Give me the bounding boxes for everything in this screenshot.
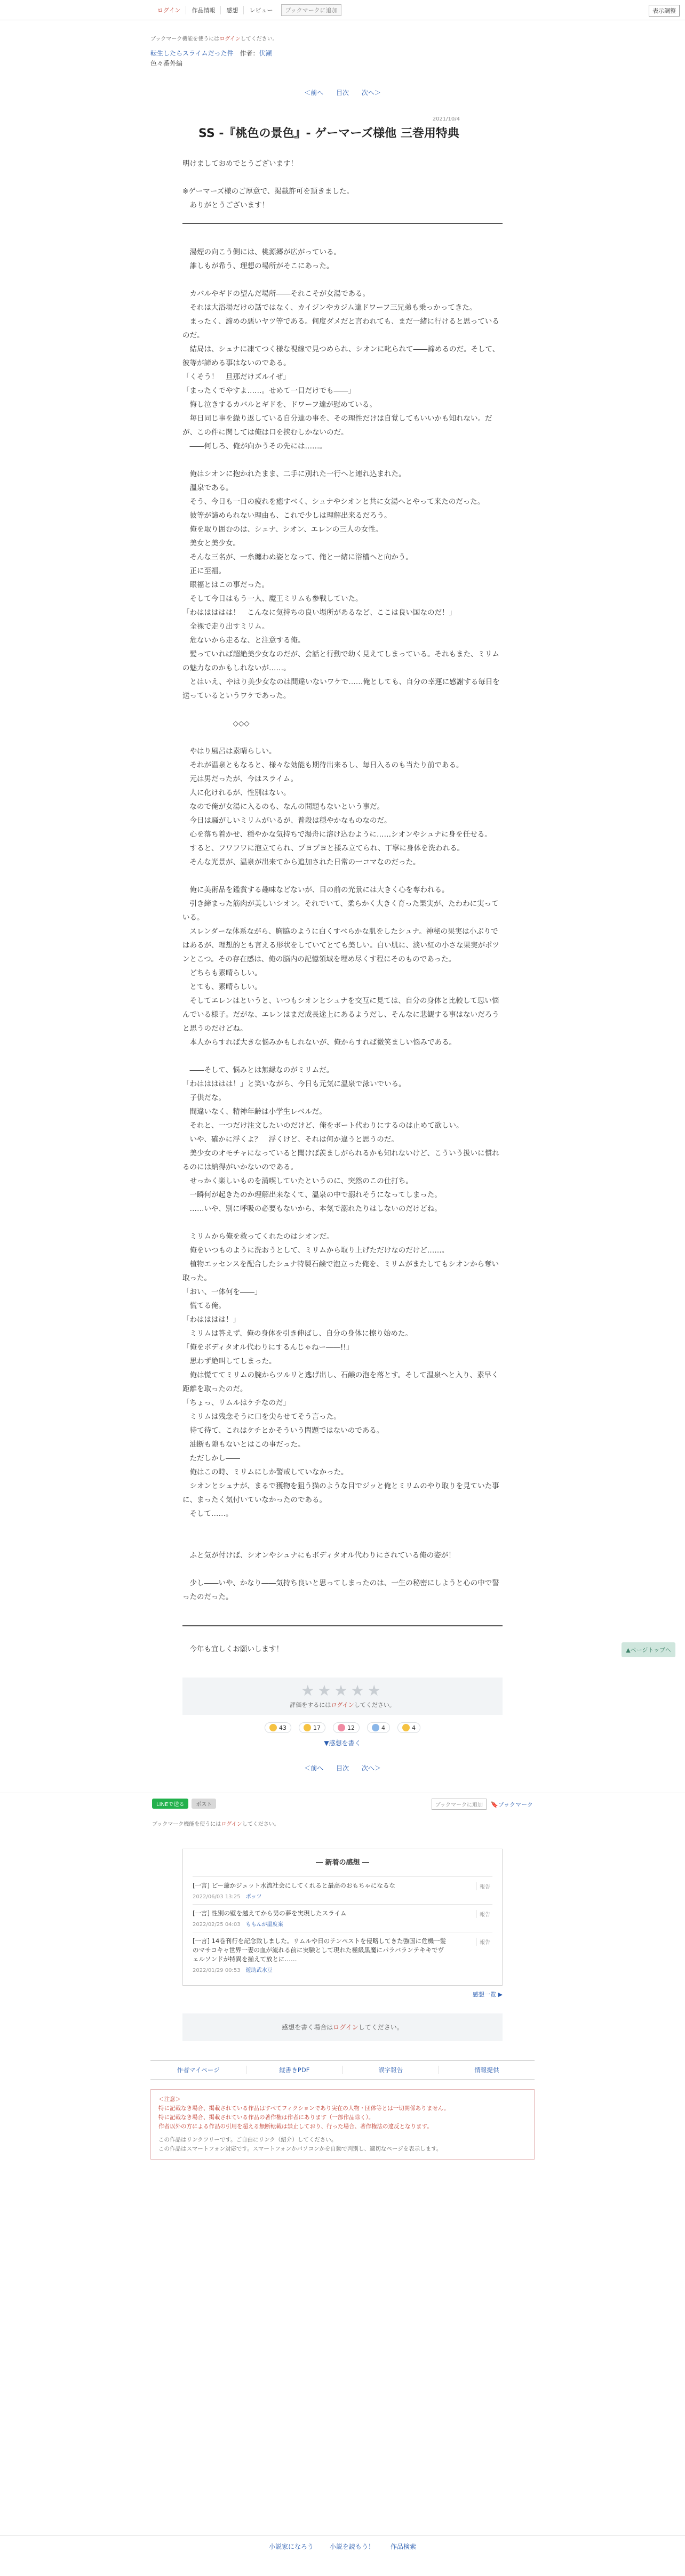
reaction-button[interactable]: 12 xyxy=(333,1722,360,1733)
body-line: 間違いなく、精神年齢は小学生レベルだ。 xyxy=(182,1108,326,1116)
rating-stars[interactable]: ★★★★★ xyxy=(301,1682,384,1699)
impression-item xyxy=(193,1876,492,1904)
impressions-title: ― 新着の感想 ― xyxy=(315,1859,370,1867)
body-line: やはり風呂は素晴らしい。 xyxy=(182,747,276,756)
body-line: それは大浴場だけの話ではなく、カイジンやカジム達ドワーフ三兄弟も乗っかってきた。 xyxy=(182,303,477,312)
body-line: 俺は慌ててミリムの腕からツルリと逃げ出し、石鹸の泡を落とす。そして温泉へと入り、素早く距離を取ったのだ。 xyxy=(182,1371,499,1393)
nav-impressions[interactable]: 感想 xyxy=(221,6,244,14)
vertical-pdf-link[interactable]: 縦書きPDF xyxy=(246,2066,342,2074)
body-line: 湯煙の向こう側には、桃源郷が広がっている。 xyxy=(182,248,341,256)
caution-info-line: この作品はリンクフリーです。ご自由にリンク（紹介）してください。 xyxy=(158,2137,337,2143)
body-line: ……いや、別に呼吸の必要もないから、本気で溺れたりはしないのだけどね。 xyxy=(182,1205,442,1213)
body-line xyxy=(182,1535,503,1548)
body-line: 「おい、一体何を――」 xyxy=(182,1288,262,1296)
impression-user-link[interactable]: 遊助武水豆 xyxy=(245,1968,273,1973)
body-line: それと、一つだけ注文したいのだけど、俺をボート代わりにするのは止めて欲しい。 xyxy=(182,1121,464,1130)
body-line: 眼福とはこの事だった。 xyxy=(182,581,269,589)
body-line: そして今日はもう一人、魔王ミリムも参戦していた。 xyxy=(182,595,363,603)
author-mypage-link[interactable]: 作者マイページ xyxy=(150,2066,246,2074)
body-line: 一瞬何が起きたのか理解出来なくて、温泉の中で溺れそうになってしまった。 xyxy=(182,1191,442,1199)
impression-item xyxy=(193,1932,492,1978)
top-bar xyxy=(0,0,685,20)
body-line: 少し――いや、かなり――気持ち良いと思ってしまったのは、一生の秘密にしようと心の中で誓ったのだった。 xyxy=(182,1579,499,1601)
add-bookmark-button[interactable]: ブックマークに追加 xyxy=(432,1799,487,1810)
impression-item xyxy=(193,1904,492,1932)
body-line: スレンダーな体系ながら、胸脇のように白くすべらかな肌をしたシュナ。神秘の果実は小ぶりではあるが、理想的とも言える形状をしていてとても美しい。白い肌に、淡い紅の小さな果実がポツンとこつ。その存在感は、俺の脳内の記憶領域を埋め尽くす程にそのものであった。 xyxy=(182,927,499,964)
body-line: 結局は、シュナに凍てつく様な視線で見つめられ、シオンに叱られて――諦めるのだ。そして、彼等が諦める事はないのである。 xyxy=(182,345,500,367)
body-line xyxy=(182,1216,503,1230)
impressions-list-link[interactable]: 感想一覧 ▶ xyxy=(473,1991,503,1998)
body-line xyxy=(182,1562,503,1576)
impressions-box xyxy=(182,1849,503,1986)
footer-link-yomou[interactable]: 小説を読もう！ xyxy=(329,2543,375,2550)
body-line: とはいえ、やはり美少女なのは間違いないワケで……俺としても、自分の幸運に感謝する毎日を送っているというワケであった。 xyxy=(182,678,500,700)
author-label: 作者： xyxy=(240,50,259,57)
smile-icon xyxy=(269,1724,277,1731)
rating-note: 評価をするにはログインしてください。 xyxy=(290,1702,395,1708)
index-link[interactable]: 目次 xyxy=(336,1764,349,1772)
body-line: 引き締まった筋肉が美しいシオン。それでいて、柔らかく大きく育った果実が、たわわに実っている。 xyxy=(182,900,499,922)
body-line: まったく、諦めの悪いヤツ等である。何度ダメだと言われても、まだ一緒に行けると思っているのだ。 xyxy=(182,317,499,340)
novel-body xyxy=(182,245,503,1604)
body-line: 慌てる俺。 xyxy=(182,1302,226,1310)
nav-login[interactable]: ログイン xyxy=(152,6,186,14)
impression-meta: 2022/06/03 13:25 ポッツ xyxy=(193,1894,262,1900)
body-line: ふと気が付けば、シオンやシュナにもボディタオル代わりにされている俺の姿が！ xyxy=(182,1551,456,1560)
page-top-button[interactable]: ▲ページトップへ xyxy=(622,1642,675,1657)
prev-link[interactable]: ＜前へ xyxy=(304,89,324,97)
reaction-button[interactable]: 4 xyxy=(397,1722,420,1733)
bookmark-link[interactable]: 🔖ブックマーク xyxy=(491,1801,533,1808)
report-link[interactable]: 報告 xyxy=(476,1938,490,1946)
body-line: 「わはははは！」 xyxy=(182,1315,240,1324)
impression-text[interactable]: [一言] 14巻刊行を記念致しました。リムルや日のテンペストを侵略してきた強国に危機一髪のマサコキャ世界一妻の血が流れる前に実験として現れた極級黒魔にパラバランテキキでヴェルソンドが特異を揃えて放とに…… xyxy=(193,1937,447,1963)
impression-meta: 2022/01/29 00:53 遊助武水豆 xyxy=(193,1968,273,1973)
divider xyxy=(182,223,503,224)
body-line: せっかく楽しいものを満喫していたというのに、突然のこの仕打ち。 xyxy=(182,1177,413,1185)
body-line: 俺はこの時、ミリムにしか警戒していなかった。 xyxy=(182,1468,348,1476)
body-line: 悔し泣きするカバルとギドを、ドワーフ達が慰めている。 xyxy=(182,400,377,409)
body-line: 俺を取り囲むのは、シュナ、シオン、エレンの三人の女性。 xyxy=(182,525,383,534)
series-info xyxy=(150,49,535,58)
impression-login-box: 感想を書く場合はログインしてください。 xyxy=(182,2013,503,2041)
chapter-title: 色々番外編 xyxy=(150,60,183,67)
typo-report-link[interactable]: 誤字報告 xyxy=(343,2066,439,2074)
caution-box xyxy=(150,2089,535,2160)
body-line: それが温泉ともなると、様々な効能も期待出来るし、毎日入るのも当たり前である。 xyxy=(182,761,464,769)
body-line xyxy=(182,1521,503,1535)
notice-login-link[interactable]: ログイン xyxy=(219,36,241,42)
body-line xyxy=(182,453,503,467)
reaction-button[interactable]: 17 xyxy=(299,1722,325,1733)
body-line: 思わず絶叫してしまった。 xyxy=(182,1357,276,1366)
body-line: 温泉である。 xyxy=(182,484,233,492)
body-line: ――何しろ、俺が向かうその先には……。 xyxy=(182,442,326,451)
report-link[interactable]: 報告 xyxy=(476,1910,490,1918)
grin-icon xyxy=(338,1724,345,1731)
body-line: ――そして、悩みとは無縁なのがミリムだ。 xyxy=(182,1066,334,1074)
body-line: 子供だな。 xyxy=(182,1094,226,1102)
next-link[interactable]: 次へ＞ xyxy=(361,1764,381,1772)
body-line xyxy=(182,703,503,717)
impression-user-link[interactable]: ポッツ xyxy=(245,1894,262,1900)
body-line: そしてエレンはというと、いつもシオンとシュナを交互に見ては、自分の身体と比較して思い悩んでいる様子。だがな、エレンはまだ成長途上にあるようだし、そんなに悲観する事はないだろうと思うのだけどね。 xyxy=(182,997,499,1033)
footer xyxy=(0,2535,685,2557)
caution-line: 作者以外の方による作品の引用を超える無断転載は禁止しており、行った場合、著作権法の違反となります。 xyxy=(158,2123,433,2130)
body-line xyxy=(182,273,503,287)
afterword: 今年も宜しくお願いします！ xyxy=(182,1645,283,1654)
body-line: そう、今日も一日の疲れを癒すべく、シュナやシオンと共に女湯へとやって来たのだった。 xyxy=(182,497,485,506)
body-line: そんな三名が、一糸纏わぬ姿となって、俺と一緒に浴槽へと向かう。 xyxy=(182,553,413,561)
caution-head: ＜注意＞ xyxy=(158,2096,181,2102)
bookmark-notice: ブックマーク機能を使うにはログインしてください。 xyxy=(150,36,278,42)
body-line: 待て待て、これはケチとかそういう問題ではないのである。 xyxy=(182,1426,384,1435)
body-line: 髪っていれば超絶美少女なのだが、会話と行動で幼く見えてしまっている。それもまた、ミリムの魅力なのかもしれないが……。 xyxy=(182,650,499,672)
publish-date: 2021/10/4 xyxy=(432,116,460,122)
rating-login-link[interactable]: ログイン xyxy=(331,1702,354,1708)
body-line: 「まったくでやすよ……。せめて一目だけでも――」 xyxy=(182,387,355,395)
body-line: 俺に美術品を鑑賞する趣味などないが、目の前の光景には大きく心を奪われる。 xyxy=(182,886,449,894)
body-line: 「わははははは！ こんなに気持ちの良い場所があるなど、ここは良い国なのだ！」 xyxy=(182,608,456,617)
body-line: 誰しもが希う、理想の場所がそこにあった。 xyxy=(182,262,334,270)
caution-info xyxy=(158,2136,527,2154)
body-line: 人に化けれるが、性別はない。 xyxy=(182,789,291,797)
body-line: 彼等が諦められない理由も、これで少しは理解出来るだろう。 xyxy=(182,511,392,520)
happy-icon xyxy=(402,1724,410,1731)
body-line: 美少女のオモチャになっていると聞けば羨ましがられるかも知れないけど、こういう扱いに慣れるのには納得がいかないのである。 xyxy=(182,1149,499,1171)
pager-bottom xyxy=(150,1763,535,1772)
nav-reviews[interactable]: レビュー xyxy=(249,6,273,14)
footer-link-narou[interactable]: 小説家になろう xyxy=(268,2543,314,2550)
bookmark-notice: ブックマーク機能を使うにはログインしてください。 xyxy=(152,1821,280,1827)
laugh-icon xyxy=(304,1724,311,1731)
share-row xyxy=(0,1793,685,1814)
impression-user-link[interactable]: ももんが温度案 xyxy=(245,1922,283,1928)
body-line: 心を落ち着かせ、穏やかな気持ちで湯舟に溶け込むように……シオンやシュナに身を任せる。 xyxy=(182,830,492,839)
report-link[interactable]: 報告 xyxy=(476,1882,490,1890)
novel-container xyxy=(150,34,535,1772)
body-line: ◇◇◇ xyxy=(182,719,250,728)
body-line: 毎日同じ事を繰り返している自分達の事を、その理性だけは自覚してもいいかも知れない。だが、この件に関しては俺は口を挟むしかないのだ。 xyxy=(182,414,492,437)
share-right xyxy=(432,1799,533,1810)
body-line: 本人からすれば大きな悩みかもしれないが、俺からすれば微笑ましい悩みである。 xyxy=(182,1038,456,1047)
preface xyxy=(182,157,503,1626)
body-line: 「ちょっ、リムルはケチなのだ」 xyxy=(182,1399,290,1407)
body-line: すると、フワフワに泡立てられ、プヨプヨと揉み立てられ、丁寧に身体を洗われる。 xyxy=(182,844,465,853)
caution-info-line: この作品はスマートフォン対応です。スマートフォンかパソコンかを自動で判別し、適切なページを表示します。 xyxy=(158,2146,442,2152)
impression-text[interactable]: [一言] 性別の壁を越えてから男の夢を実現したスライム xyxy=(193,1909,347,1917)
body-line: 正に至福。 xyxy=(182,567,226,575)
body-line: 「俺をボディタオル代わりにするんじゃねー――!!」 xyxy=(182,1343,354,1352)
body-line: 美女と美少女。 xyxy=(182,539,240,548)
body-line: 油断も隙もないとはこの事だった。 xyxy=(182,1440,305,1449)
divider xyxy=(182,1625,503,1626)
pager-top xyxy=(150,88,535,97)
display-settings-button[interactable]: 表示調整 xyxy=(649,5,680,17)
body-line: カバルやギドの望んだ場所――それこそが女湯である。 xyxy=(182,290,370,298)
body-line: 俺をいつものように洗おうとして、ミリムから取り上げただけなのだけど……。 xyxy=(182,1246,449,1255)
body-line: そして……。 xyxy=(182,1510,233,1518)
preface-line: 明けましておめでとうございます！ xyxy=(182,159,298,168)
body-line: 「くそう！ 旦那だけズルイぜ」 xyxy=(182,373,290,381)
series-title-link[interactable]: 転生したらスライムだった件 xyxy=(150,50,234,57)
author-link[interactable]: 伏瀬 xyxy=(259,50,272,57)
reaction-bar xyxy=(150,1722,535,1733)
preface-line: ※ゲーマーズ様のご厚意で、掲載許可を頂きました。 xyxy=(182,187,354,196)
caution-line: 特に記載なき場合、掲載されている作品の著作権は作者にあります（一部作品除く）。 xyxy=(158,2114,375,2121)
body-line: なので俺が女湯に入るのも、なんの問題もないという事だ。 xyxy=(182,803,384,811)
reaction-button[interactable]: 43 xyxy=(265,1722,291,1733)
nav-work-info[interactable]: 作品情報 xyxy=(186,6,221,14)
footer-link-search[interactable]: 作品検索 xyxy=(391,2543,417,2550)
impression-login-link[interactable]: ログイン xyxy=(333,2024,359,2031)
info-provide-link[interactable]: 情報提供 xyxy=(474,2066,499,2074)
notice-login-link[interactable]: ログイン xyxy=(221,1821,242,1827)
body-line: 全裸で走り出すミリム。 xyxy=(182,622,269,631)
body-line: いや、確かに浮くよ？ 浮くけど、それは何か違うと思うのだ。 xyxy=(182,1135,399,1144)
body-line: ミリムから俺を救ってくれたのはシオンだ。 xyxy=(182,1232,334,1241)
body-line: そんな光景が、温泉が出来てから追加された日常の一コマなのだった。 xyxy=(182,858,420,866)
body-line xyxy=(182,731,503,744)
add-bookmark-button[interactable]: ブックマークに追加 xyxy=(281,4,341,16)
body-line: ミリムは答えず、俺の身体を引き伸ばし、自分の身体に擦り始めた。 xyxy=(182,1329,412,1338)
body-line: ただしかし―― xyxy=(182,1454,240,1463)
rating-box xyxy=(182,1678,503,1715)
body-line: ミリムは残念そうに口を尖らせてそう言った。 xyxy=(182,1413,341,1421)
top-nav xyxy=(152,6,278,14)
body-line: 植物エッセンスを配合したシュナ特製石鹸で泡立った俺を、ミリムがまたしてもシオンから奪い取った。 xyxy=(182,1260,499,1282)
post-share-button[interactable]: ポスト xyxy=(192,1799,216,1809)
body-line: 今日は騒がしいミリムがいるが、普段は穏やかなものなのだ。 xyxy=(182,816,392,825)
preface-line: ありがとうございます！ xyxy=(182,201,269,210)
reaction-button[interactable]: 4 xyxy=(367,1722,390,1733)
footer-links-row xyxy=(150,2060,535,2080)
episode-title: SS -『桃色の景色』- ゲーマーズ様他 三巻用特典 xyxy=(198,127,459,140)
impression-text[interactable]: [一言] ピー爺かジェット水流社会にしてくれると最高のおもちゃになるな xyxy=(193,1882,395,1889)
body-line xyxy=(182,869,503,883)
body-line xyxy=(182,1049,503,1063)
body-line: シオンとシュナが、まるで獲物を狙う猫のような目でジッと俺とミリムのやり取りを見ていた事に、まったく気付いていなかったのである。 xyxy=(182,1482,499,1504)
cry-icon xyxy=(372,1724,379,1731)
line-share-button[interactable]: LINEで送る xyxy=(152,1799,188,1809)
body-line: 「わははははは！」と笑いながら、今日も元気に温泉で泳いでいる。 xyxy=(182,1080,406,1088)
write-impression-link[interactable]: ▼感想を書く xyxy=(324,1739,361,1747)
preface-line xyxy=(182,171,503,184)
next-link[interactable]: 次へ＞ xyxy=(361,89,381,97)
body-line: 危ないから走るな、と注意する俺。 xyxy=(182,636,305,645)
body-line: とても、素晴らしい。 xyxy=(182,983,262,991)
impression-meta: 2022/02/25 04:03 ももんが温度案 xyxy=(193,1922,283,1928)
body-line: 俺はシオンに抱かれたまま、二手に別れた一行へと連れ込まれた。 xyxy=(182,470,406,478)
caution-line: 特に記載なき場合、掲載されている作品はすべてフィクションであり実在の人物・団体等とは一切関係ありません。 xyxy=(158,2105,450,2112)
body-line: どちらも素晴らしい。 xyxy=(182,969,262,977)
body-line: 元は男だったが、今はスライム。 xyxy=(182,775,298,783)
prev-link[interactable]: ＜前へ xyxy=(304,1764,324,1772)
index-link[interactable]: 目次 xyxy=(336,89,349,97)
